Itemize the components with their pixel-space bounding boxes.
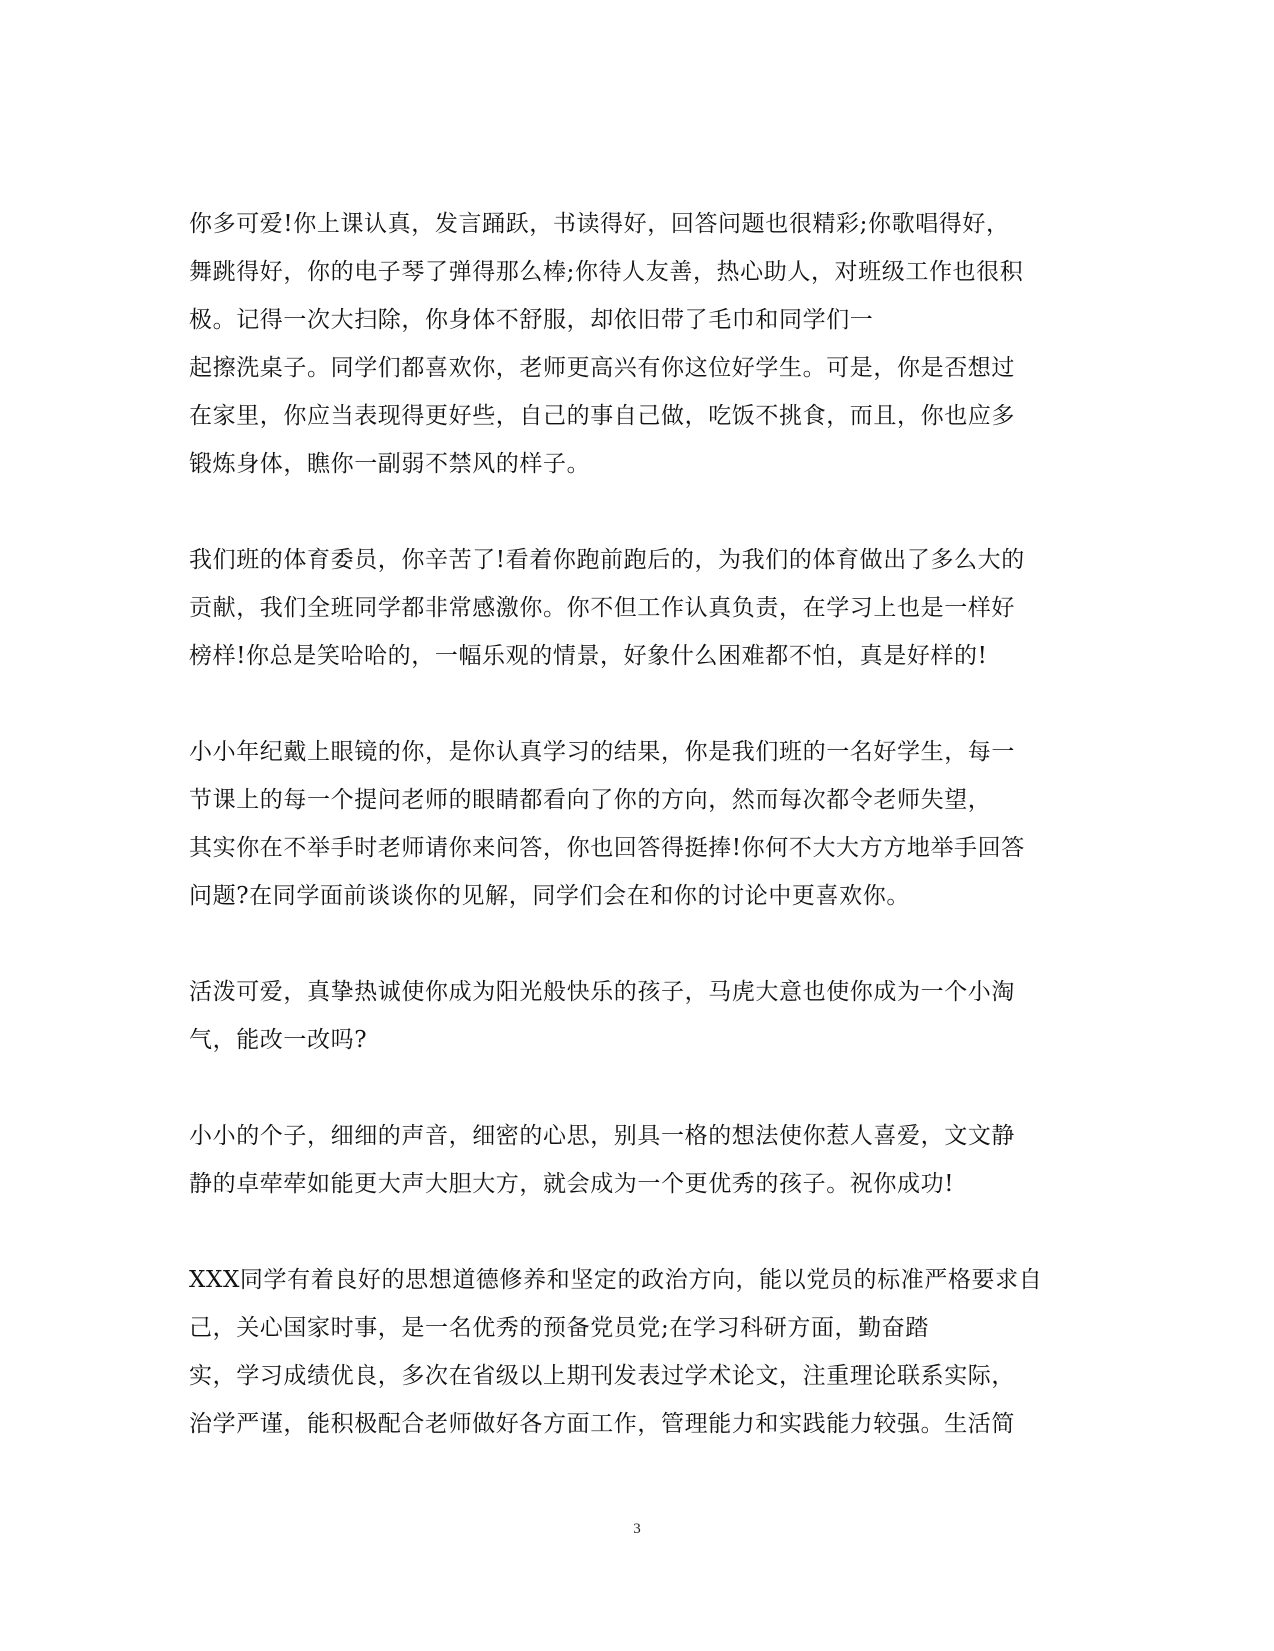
- text-line: 极。记得一次大扫除，你身体不舒服，却依旧带了毛巾和同学们一: [189, 307, 874, 333]
- text-line: 你多可爱!你上课认真，发言踊跃，书读得好，回答问题也很精彩;你歌唱得好，: [189, 211, 1010, 237]
- text-line: 起擦洗桌子。同学们都喜欢你，老师更高兴有你这位好学生。可是，你是否想过: [189, 355, 1015, 381]
- paragraph-4: [189, 968, 1089, 1064]
- text-line: 实，学习成绩优良，多次在省级以上期刊发表过学术论文，注重理论联系实际，: [189, 1363, 1015, 1389]
- paragraph-3: [189, 728, 1089, 920]
- text-line: 我们班的体育委员，你辛苦了!看着你跑前跑后的，为我们的体育做出了多么大的: [189, 547, 1025, 573]
- paragraph-6: [189, 1256, 1089, 1448]
- page-number: 3: [633, 1521, 641, 1537]
- text-line: 榜样!你总是笑哈哈的，一幅乐观的情景，好象什么困难都不怕，真是好样的!: [189, 643, 988, 669]
- text-line: 活泼可爱，真挚热诚使你成为阳光般快乐的孩子，马虎大意也使你成为一个小淘: [189, 979, 1015, 1005]
- text-line: 锻炼身体，瞧你一副弱不禁风的样子。: [189, 451, 591, 477]
- text-line: 小小年纪戴上眼镜的你，是你认真学习的结果，你是我们班的一名好学生，每一: [189, 739, 1015, 765]
- text-line: 节课上的每一个提问老师的眼睛都看向了你的方向，然而每次都令老师失望，: [189, 787, 992, 813]
- text-line: 己，关心国家时事，是一名优秀的预备党员党;在学习科研方面，勤奋踏: [189, 1315, 929, 1341]
- text-line: 气，能改一改吗?: [189, 1027, 368, 1053]
- text-line: XXX同学有着良好的思想道德修养和坚定的政治方向，能以党员的标准严格要求自: [189, 1267, 1043, 1293]
- document-body: [189, 200, 1089, 1496]
- paragraph-5: [189, 1112, 1089, 1208]
- paragraph-1: [189, 200, 1089, 488]
- text-line: 贡献，我们全班同学都非常感激你。你不但工作认真负责，在学习上也是一样好: [189, 595, 1015, 621]
- text-line: 小小的个子，细细的声音，细密的心思，别具一格的想法使你惹人喜爱，文文静: [189, 1123, 1015, 1149]
- text-line: 静的卓荦荦如能更大声大胆大方，就会成为一个更优秀的孩子。祝你成功!: [189, 1171, 955, 1197]
- paragraph-2: [189, 536, 1089, 680]
- text-line: 其实你在不举手时老师请你来问答，你也回答得挺捧!你何不大大方方地举手回答: [189, 835, 1025, 861]
- text-line: 问题?在同学面前谈谈你的见解，同学们会在和你的讨论中更喜欢你。: [189, 883, 910, 909]
- text-line: 在家里，你应当表现得更好些，自己的事自己做，吃饭不挑食，而且，你也应多: [189, 403, 1015, 429]
- text-line: 治学严谨，能积极配合老师做好各方面工作，管理能力和实践能力较强。生活简: [189, 1411, 1015, 1437]
- text-line: 舞跳得好，你的电子琴了弹得那么棒;你待人友善，热心助人，对班级工作也很积: [189, 259, 1024, 285]
